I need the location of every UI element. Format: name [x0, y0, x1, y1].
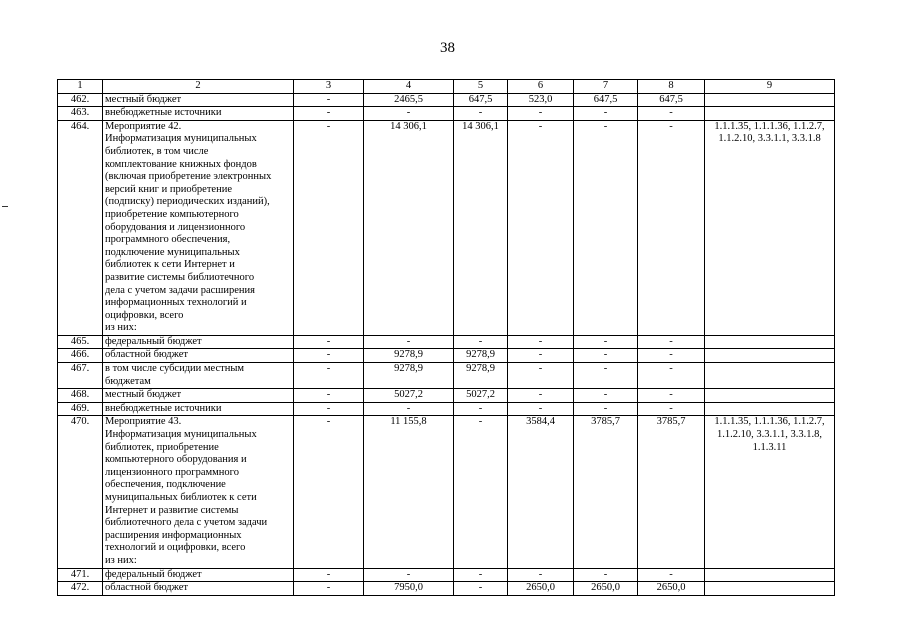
value-cell-col4: 7950,0 — [364, 582, 454, 596]
value-cell-col6: 523,0 — [508, 93, 574, 107]
table-row — [58, 568, 835, 582]
value-cell-col5: - — [454, 335, 508, 349]
value-cell-col3: - — [294, 349, 364, 363]
value-cell-col3: - — [294, 416, 364, 568]
value-cell-col7: - — [574, 120, 638, 335]
value-cell-col4: - — [364, 107, 454, 121]
value-cell-col5: - — [454, 107, 508, 121]
indicator-codes-cell: 1.1.1.35, 1.1.1.36, 1.1.2.7, 1.1.2.10, 3.3.1.1, 3.3.1.8, 1.1.3.11 — [705, 416, 835, 568]
row-name-cell: внебюджетные источники — [103, 402, 294, 416]
row-name-cell: внебюджетные источники — [103, 107, 294, 121]
row-number-cell: 469. — [58, 402, 103, 416]
value-cell-col7: - — [574, 349, 638, 363]
value-cell-col6: - — [508, 120, 574, 335]
value-cell-col6: - — [508, 349, 574, 363]
row-name-cell: Мероприятие 42. Информатизация муниципальных библиотек, в том числе комплектование книжных фондов (включая приобретение электронных версий книг и приобретение (подписку) периодических изданий), приобретение компьютерного оборудования и лицензионного программного обеспечения, подключение муниципальных библиотек к сети Интернет и развитие системы библиотечного дела с учетом задачи расширения информационных технологий и оцифровки, всего из них: — [103, 120, 294, 335]
indicator-codes-cell — [705, 389, 835, 403]
value-cell-col6: - — [508, 335, 574, 349]
value-cell-col7: 647,5 — [574, 93, 638, 107]
header-cell: 3 — [294, 80, 364, 94]
indicator-codes-cell — [705, 335, 835, 349]
value-cell-col7: - — [574, 568, 638, 582]
row-number-cell: 472. — [58, 582, 103, 596]
value-cell-col4: - — [364, 335, 454, 349]
header-cell: 6 — [508, 80, 574, 94]
table-row — [58, 120, 835, 335]
indicator-codes-cell — [705, 93, 835, 107]
row-name-cell: областной бюджет — [103, 349, 294, 363]
indicator-codes-cell — [705, 107, 835, 121]
value-cell-col3: - — [294, 568, 364, 582]
row-number-cell: 470. — [58, 416, 103, 568]
value-cell-col8: 3785,7 — [638, 416, 705, 568]
header-cell: 7 — [574, 80, 638, 94]
indicator-codes-cell — [705, 402, 835, 416]
row-name-cell: местный бюджет — [103, 93, 294, 107]
indicator-codes-cell: 1.1.1.35, 1.1.1.36, 1.1.2.7, 1.1.2.10, 3.3.1.1, 3.3.1.8 — [705, 120, 835, 335]
table-row — [58, 335, 835, 349]
value-cell-col7: 3785,7 — [574, 416, 638, 568]
table-row — [58, 402, 835, 416]
row-name-cell: Мероприятие 43. Информатизация муниципальных библиотек, приобретение компьютерного оборудования и лицензионного программного обеспечения, подключение муниципальных библиотек к сети Интернет и развитие системы библиотечного дела с учетом задачи расширения информационных технологий и оцифровки, всего из них: — [103, 416, 294, 568]
value-cell-col6: - — [508, 402, 574, 416]
header-cell: 2 — [103, 80, 294, 94]
value-cell-col8: - — [638, 349, 705, 363]
value-cell-col4: 9278,9 — [364, 349, 454, 363]
table-row — [58, 389, 835, 403]
value-cell-col8: - — [638, 402, 705, 416]
header-cell: 4 — [364, 80, 454, 94]
row-number-cell: 465. — [58, 335, 103, 349]
indicator-codes-cell — [705, 568, 835, 582]
row-number-cell: 466. — [58, 349, 103, 363]
value-cell-col8: 2650,0 — [638, 582, 705, 596]
row-number-cell: 468. — [58, 389, 103, 403]
value-cell-col3: - — [294, 120, 364, 335]
value-cell-col4: 14 306,1 — [364, 120, 454, 335]
value-cell-col5: 9278,9 — [454, 349, 508, 363]
value-cell-col5: - — [454, 402, 508, 416]
value-cell-col3: - — [294, 402, 364, 416]
row-number-cell: 464. — [58, 120, 103, 335]
value-cell-col6: 3584,4 — [508, 416, 574, 568]
value-cell-col5: - — [454, 582, 508, 596]
value-cell-col3: - — [294, 363, 364, 389]
table-row — [58, 363, 835, 389]
value-cell-col3: - — [294, 335, 364, 349]
value-cell-col3: - — [294, 107, 364, 121]
indicator-codes-cell — [705, 582, 835, 596]
value-cell-col4: - — [364, 568, 454, 582]
header-cell: 8 — [638, 80, 705, 94]
indicator-codes-cell — [705, 363, 835, 389]
value-cell-col6: - — [508, 363, 574, 389]
value-cell-col6: - — [508, 389, 574, 403]
value-cell-col5: 14 306,1 — [454, 120, 508, 335]
row-name-cell: местный бюджет — [103, 389, 294, 403]
value-cell-col4: 5027,2 — [364, 389, 454, 403]
value-cell-col5: - — [454, 416, 508, 568]
row-number-cell: 471. — [58, 568, 103, 582]
row-name-cell: федеральный бюджет — [103, 335, 294, 349]
value-cell-col3: - — [294, 93, 364, 107]
table-row — [58, 93, 835, 107]
value-cell-col6: - — [508, 568, 574, 582]
value-cell-col7: 2650,0 — [574, 582, 638, 596]
header-cell: 1 — [58, 80, 103, 94]
table-row — [58, 416, 835, 568]
value-cell-col5: - — [454, 568, 508, 582]
table-row — [58, 349, 835, 363]
value-cell-col4: 2465,5 — [364, 93, 454, 107]
indicator-codes-cell — [705, 349, 835, 363]
value-cell-col8: - — [638, 389, 705, 403]
page-number: 38 — [440, 40, 455, 56]
value-cell-col8: 647,5 — [638, 93, 705, 107]
value-cell-col5: 9278,9 — [454, 363, 508, 389]
value-cell-col7: - — [574, 107, 638, 121]
row-number-cell: 462. — [58, 93, 103, 107]
value-cell-col6: 2650,0 — [508, 582, 574, 596]
value-cell-col4: 11 155,8 — [364, 416, 454, 568]
margin-mark — [2, 206, 8, 207]
value-cell-col8: - — [638, 335, 705, 349]
value-cell-col8: - — [638, 568, 705, 582]
budget-table — [57, 79, 835, 596]
row-name-cell: в том числе субсидии местным бюджетам — [103, 363, 294, 389]
value-cell-col3: - — [294, 389, 364, 403]
row-number-cell: 467. — [58, 363, 103, 389]
value-cell-col7: - — [574, 389, 638, 403]
value-cell-col4: 9278,9 — [364, 363, 454, 389]
value-cell-col8: - — [638, 120, 705, 335]
header-cell: 5 — [454, 80, 508, 94]
value-cell-col8: - — [638, 107, 705, 121]
value-cell-col7: - — [574, 335, 638, 349]
value-cell-col4: - — [364, 402, 454, 416]
row-name-cell: областной бюджет — [103, 582, 294, 596]
value-cell-col5: 5027,2 — [454, 389, 508, 403]
value-cell-col5: 647,5 — [454, 93, 508, 107]
value-cell-col8: - — [638, 363, 705, 389]
value-cell-col3: - — [294, 582, 364, 596]
row-number-cell: 463. — [58, 107, 103, 121]
table-row — [58, 582, 835, 596]
row-name-cell: федеральный бюджет — [103, 568, 294, 582]
header-row — [58, 80, 835, 94]
table-row — [58, 107, 835, 121]
value-cell-col7: - — [574, 402, 638, 416]
value-cell-col7: - — [574, 363, 638, 389]
value-cell-col6: - — [508, 107, 574, 121]
header-cell: 9 — [705, 80, 835, 94]
